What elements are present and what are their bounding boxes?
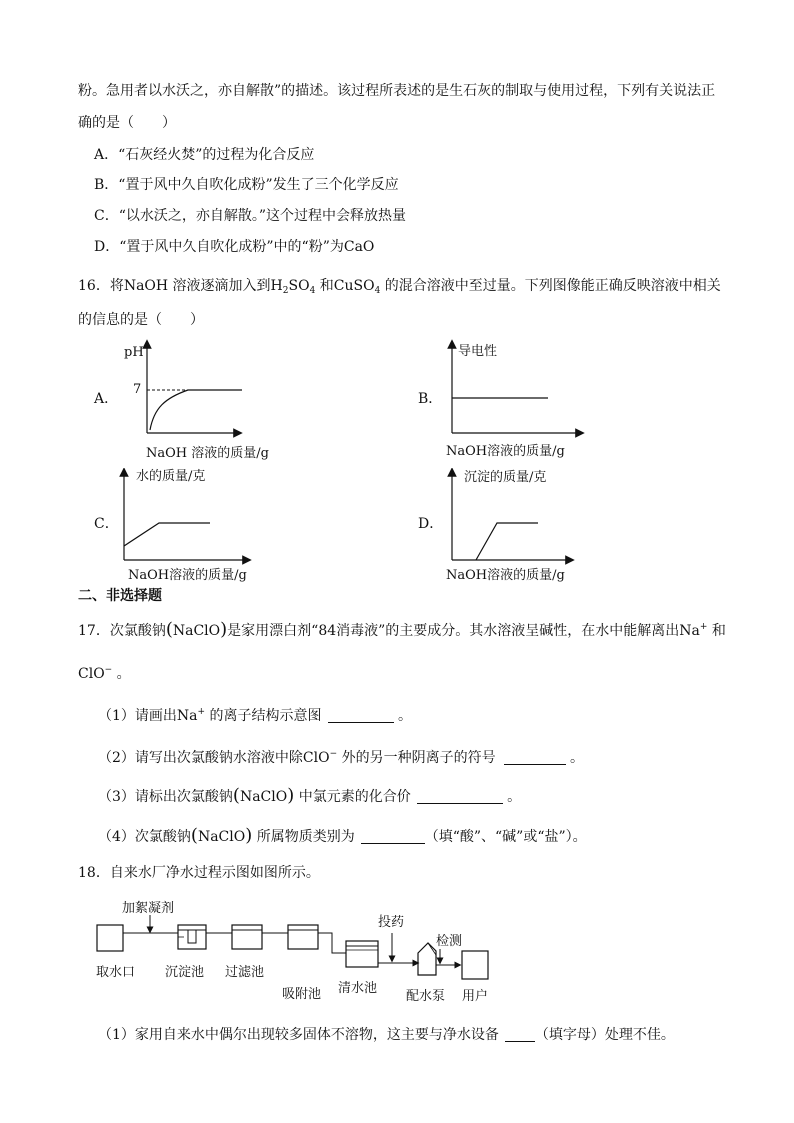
graph-b-letter: B． xyxy=(418,391,443,407)
label-coagulant: 加絮凝剂 xyxy=(122,901,175,916)
q15-option-c: C．“以水沃之，亦自解散。”这个过程中会释放热量 xyxy=(94,208,407,224)
label-adsorption: 吸附池 xyxy=(282,987,322,1002)
q17-s4-paren-close: ) xyxy=(245,825,253,846)
graph-b-ylabel: 导电性 xyxy=(458,344,498,359)
q16-sub-3: 4 xyxy=(374,286,381,296)
q17-clo: ClO xyxy=(78,666,105,682)
q18-sub-1 xyxy=(98,1026,675,1044)
label-dosing: 投药 xyxy=(378,915,405,930)
q17-stem-b: 是家用漂白剂“84消毒液”的主要成分。其水溶液呈碱性，在水中能解离出Na xyxy=(227,623,700,639)
graph-a-letter: A． xyxy=(94,391,119,407)
q15-option-d: D．“置于风中久自吹化成粉”中的“粉”为CaO xyxy=(94,239,375,255)
q15-option-a: A．“石灰经火焚”的过程为化合反应 xyxy=(94,147,315,163)
q17-answer-blank-2[interactable] xyxy=(504,750,566,765)
graph-c-letter: C． xyxy=(94,516,119,532)
q17-s2-sup: − xyxy=(329,749,338,759)
q17-sub-2 xyxy=(98,745,584,767)
graph-a-curve xyxy=(150,390,242,430)
q17-s3a: （3）请标出次氯酸钠 xyxy=(98,789,233,805)
q17-answer-blank-1[interactable] xyxy=(328,708,394,723)
q17-s3-formula: NaClO xyxy=(239,789,288,805)
graph-a-tick-7: 7 xyxy=(133,382,142,397)
q17-sup-plus: + xyxy=(699,622,708,632)
graph-d-letter: D． xyxy=(418,516,444,532)
q17-s2b: 外的另一种阴离子的符号 xyxy=(337,750,496,766)
label-filter: 过滤池 xyxy=(225,965,265,980)
intro-line-2: 确的是（ ） xyxy=(78,115,176,131)
q17-s4a: （4）次氯酸钠 xyxy=(98,829,191,845)
q17-s1b: 的离子结构示意图 xyxy=(205,708,322,724)
q16-stem-part1: 16．将NaOH 溶液逐滴加入到H xyxy=(78,278,283,294)
graph-a-ylabel: pH xyxy=(124,345,144,360)
q17-stem-a: 17．次氯酸钠 xyxy=(78,623,166,639)
q17-s1-sup: + xyxy=(197,707,206,717)
graph-c-line xyxy=(124,523,210,546)
q16-sub-1: 2 xyxy=(282,286,289,296)
q17-formula: NaClO xyxy=(172,623,221,639)
q18-sub1a: （1）家用自来水中偶尔出现较多固体不溶物，这主要与净水设备 xyxy=(98,1027,499,1043)
intro-line-1: 粉。急用者以水沃之，亦自解散”的描述。该过程所表述的是生石灰的制取与使用过程，下列有关说法正 xyxy=(78,83,716,99)
filter-tank xyxy=(206,925,262,949)
q18-sub1b: （填字母）处理不佳。 xyxy=(534,1027,675,1043)
clear-water-tank xyxy=(318,933,378,967)
q17-s1c: 。 xyxy=(393,708,412,724)
q17-stem-line-2 xyxy=(78,661,131,683)
q16-sub-2: 4 xyxy=(309,286,316,296)
q18-answer-blank-1[interactable] xyxy=(505,1027,535,1042)
pump-shape xyxy=(418,943,436,975)
q17-sub-4 xyxy=(98,827,587,846)
q17-s3-paren-open: ( xyxy=(232,785,240,806)
q17-paren-open: ( xyxy=(165,619,173,640)
q17-stem-d: 。 xyxy=(112,666,131,682)
adsorption-tank xyxy=(262,925,318,949)
q17-stem xyxy=(78,618,726,640)
graph-d-ylabel: 沉淀的质量/克 xyxy=(464,470,547,485)
q17-paren-close: ) xyxy=(220,619,228,640)
q17-answer-blank-4[interactable] xyxy=(361,829,425,844)
q16-stem-part4: 的混合溶液中至过量。下列图像能正确反映溶液中相关 xyxy=(380,278,721,294)
q18-stem: 18．自来水厂净水过程示图如图所示。 xyxy=(78,865,320,881)
q15-option-b: B．“置于风中久自吹化成粉”发生了三个化学反应 xyxy=(94,177,399,193)
q17-s4-formula: NaClO xyxy=(197,829,246,845)
graph-c-ylabel: 水的质量/克 xyxy=(136,469,206,484)
user-box xyxy=(462,951,488,979)
q16-stem-line-2: 的信息的是（ ） xyxy=(78,312,204,328)
q17-s2a: （2）请写出次氯酸钠水溶液中除ClO xyxy=(98,750,330,766)
label-intake: 取水口 xyxy=(96,965,136,980)
label-settling: 沉淀池 xyxy=(165,965,205,980)
graph-a-xlabel: NaOH 溶液的质量/g xyxy=(146,446,269,461)
section-heading: 二、非选择题 xyxy=(78,588,162,604)
q16-stem-part2: SO xyxy=(288,278,310,294)
q17-s3c: 。 xyxy=(502,789,522,805)
q17-s4-paren-open: ( xyxy=(190,825,198,846)
settling-tank xyxy=(178,925,206,949)
graph-b-xlabel: NaOH溶液的质量/g xyxy=(446,444,565,459)
q17-stem-c: 和 xyxy=(707,623,726,639)
label-testing: 检测 xyxy=(436,934,463,949)
graph-c-xlabel: NaOH溶液的质量/g xyxy=(128,568,247,583)
q17-s3b: 中氯元素的化合价 xyxy=(294,789,411,805)
q17-s2c: 。 xyxy=(565,750,585,766)
q17-s1a: （1）请画出Na xyxy=(98,708,198,724)
q17-answer-blank-3[interactable] xyxy=(417,789,503,804)
graph-d-line xyxy=(476,523,538,560)
q17-sup-minus: − xyxy=(104,665,113,675)
label-pump: 配水泵 xyxy=(406,989,446,1004)
q17-s4c: （填“酸”、“碱”或“盐”）。 xyxy=(424,829,587,845)
q16-stem xyxy=(78,277,721,300)
label-clear: 清水池 xyxy=(338,981,378,996)
q16-stem-part3: 和CuSO xyxy=(315,278,375,294)
q17-sub-1 xyxy=(98,703,412,725)
q17-s4b: 所属物质类别为 xyxy=(252,829,355,845)
label-user: 用户 xyxy=(462,989,489,1004)
graph-d-xlabel: NaOH溶液的质量/g xyxy=(446,568,565,583)
q17-sub-3 xyxy=(98,787,521,806)
intake-box xyxy=(97,925,123,951)
q17-s3-paren-close: ) xyxy=(287,785,295,806)
